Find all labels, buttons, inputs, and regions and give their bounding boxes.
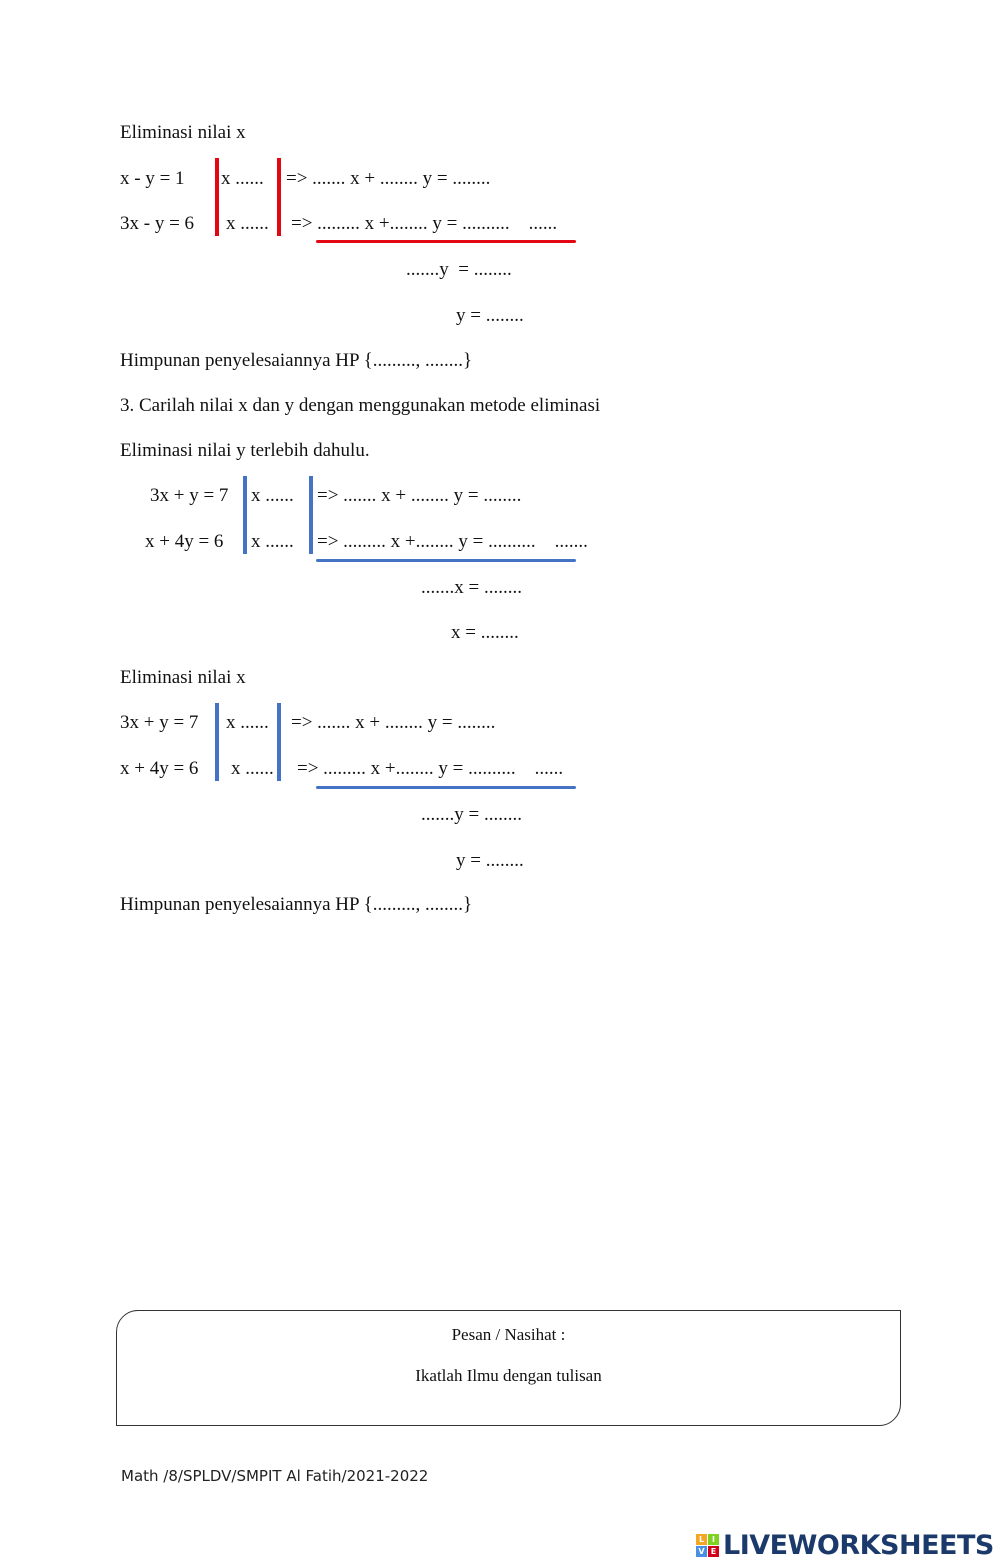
red-divider-left — [215, 158, 219, 236]
equation-2-result[interactable]: => ......... x +........ y = .......... ...... — [291, 213, 558, 234]
solution-set-1[interactable]: Himpunan penyelesaiannya HP {........., ........} — [120, 350, 473, 371]
p3y-equation-1-result[interactable]: => ....... x + ........ y = ........ — [317, 485, 522, 506]
heading-eliminasi-x-2: Eliminasi nilai x — [120, 667, 246, 688]
blue-subtraction-line — [316, 559, 576, 562]
p3y-equation-1-left: 3x + y = 7 — [150, 485, 229, 506]
logo-letter: I — [708, 1534, 719, 1545]
blue-divider-right — [309, 476, 313, 554]
brand-name: LIVEWORKSHEETS — [723, 1529, 994, 1561]
p3x-equation-1-result[interactable]: => ....... x + ........ y = ........ — [291, 712, 496, 733]
red-subtraction-line — [316, 240, 576, 243]
p3y-equation-2-result[interactable]: => ......... x +........ y = .......... ....... — [317, 531, 588, 552]
equation-1-result[interactable]: => ....... x + ........ y = ........ — [286, 168, 491, 189]
equation-2-left: 3x - y = 6 — [120, 213, 195, 234]
p3x-equation-2-left: x + 4y = 6 — [120, 758, 199, 779]
heading-eliminasi-y: Eliminasi nilai y terlebih dahulu. — [120, 440, 370, 461]
message-title: Pesan / Nasihat : — [451, 1325, 566, 1344]
p3y-equation-2-left: x + 4y = 6 — [145, 531, 224, 552]
blue-divider-right — [277, 703, 281, 781]
p3y-equation-2-multiplier[interactable]: x ...... — [251, 531, 294, 552]
p3x-result-step-1[interactable]: .......y = ........ — [421, 804, 522, 825]
equation-1-multiplier[interactable]: x ...... — [221, 168, 264, 189]
logo-letter: L — [696, 1534, 707, 1545]
result-step-2[interactable]: y = ........ — [456, 305, 524, 326]
solution-set-2[interactable]: Himpunan penyelesaiannya HP {........., ........} — [120, 894, 473, 915]
result-step-1[interactable]: .......y = ........ — [406, 259, 512, 280]
p3x-equation-2-multiplier[interactable]: x ...... — [231, 758, 274, 779]
equation-2-multiplier[interactable]: x ...... — [226, 213, 269, 234]
liveworksheets-logo[interactable] — [696, 1530, 994, 1560]
message-text: Ikatlah Ilmu dengan tulisan — [415, 1366, 602, 1385]
heading-eliminasi-x-1: Eliminasi nilai x — [120, 122, 246, 143]
logo-letter: V — [696, 1546, 707, 1557]
blue-divider-left — [243, 476, 247, 554]
logo-icon — [696, 1534, 719, 1557]
logo-letter: E — [708, 1546, 719, 1557]
p3y-result-step-2[interactable]: x = ........ — [451, 622, 519, 643]
p3x-equation-1-multiplier[interactable]: x ...... — [226, 712, 269, 733]
p3y-equation-1-multiplier[interactable]: x ...... — [251, 485, 294, 506]
equation-1-left: x - y = 1 — [120, 168, 185, 189]
p3x-result-step-2[interactable]: y = ........ — [456, 850, 524, 871]
p3x-equation-2-result[interactable]: => ......... x +........ y = .......... ...... — [297, 758, 564, 779]
p3y-result-step-1[interactable]: .......x = ........ — [421, 577, 522, 598]
blue-divider-left — [215, 703, 219, 781]
message-box — [116, 1310, 901, 1426]
problem-3-title: 3. Carilah nilai x dan y dengan menggunakan metode eliminasi — [120, 395, 601, 416]
footer-text: Math /8/SPLDV/SMPIT Al Fatih/2021-2022 — [121, 1467, 429, 1485]
p3x-equation-1-left: 3x + y = 7 — [120, 712, 199, 733]
red-divider-right — [277, 158, 281, 236]
blue-subtraction-line — [316, 786, 576, 789]
